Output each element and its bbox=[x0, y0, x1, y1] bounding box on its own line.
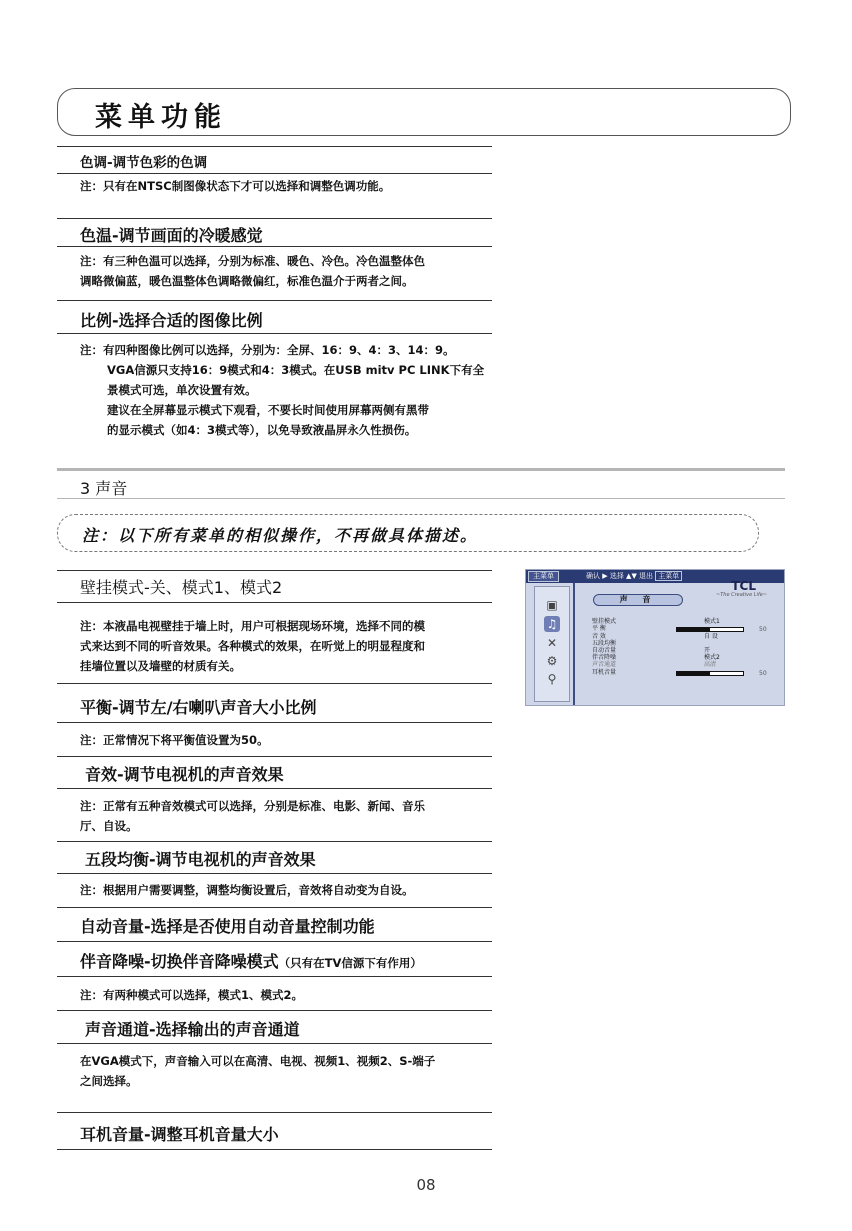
heading-hue: 色调-调节色彩的色调 bbox=[80, 155, 208, 171]
divider bbox=[57, 602, 492, 603]
page-title: 菜单功能 bbox=[95, 102, 227, 133]
note-balance: 注：正常情况下将平衡值设置为50。 bbox=[80, 733, 269, 747]
picture-icon: ▣ bbox=[546, 598, 558, 612]
divider bbox=[57, 756, 492, 757]
note-aspect: 注：有四种图像比例可以选择，分别为：全屏、16：9、4：3、14：9。 VGA信源只支持16：9模式和4：3模式。在USB mitv PC LINK下有全 景模式可选，单次设置有效。 建议在全屏幕显示模式下观看，不要长时间使用屏幕两侧有黑带 的显示模式（如4：3模式等），以免导致液晶屏永久性损伤。 bbox=[80, 343, 485, 437]
section-note: 注：以下所有菜单的相似操作，不再做具体描述。 bbox=[82, 526, 479, 545]
osd-row-value: 自 设 bbox=[704, 633, 718, 640]
divider bbox=[57, 1043, 492, 1044]
osd-row-label: 壁挂模式 bbox=[592, 618, 617, 625]
osd-balance-slider bbox=[676, 627, 744, 632]
sound-icon: ♫ bbox=[544, 616, 560, 632]
osd-main-menu-label: 主菜单 bbox=[528, 571, 559, 582]
osd-row-label: 耳机音量 bbox=[592, 669, 617, 676]
search-icon: ⚲ bbox=[547, 672, 557, 686]
osd-row-number: 50 bbox=[759, 626, 767, 633]
heading-wall-mode: 壁挂模式-关、模式1、模式2 bbox=[80, 578, 283, 597]
heading-noise-reduction: 伴音降噪-切换伴音降噪模式（只有在TV信源下有作用） bbox=[80, 952, 422, 971]
setup-icon: ⚙ bbox=[546, 654, 558, 668]
osd-row-label: 伴音降噪 bbox=[592, 654, 617, 661]
osd-row-number: 50 bbox=[759, 670, 767, 677]
osd-row-label: 平 衡 bbox=[592, 625, 606, 632]
tcl-tagline: ~The Creative Life~ bbox=[716, 592, 767, 598]
tcl-logo: TCL bbox=[731, 579, 756, 593]
divider bbox=[57, 300, 492, 301]
divider bbox=[57, 1149, 492, 1150]
note-color-temp: 注：有三种色温可以选择，分别为标准、暖色、冷色。冷色温整体色 调略微偏蓝，暖色温整体色调略微偏红，标准色温介于两者之间。 bbox=[80, 254, 425, 288]
divider bbox=[57, 246, 492, 247]
osd-row-label: 自动音量 bbox=[592, 647, 617, 654]
divider bbox=[57, 873, 492, 874]
note-wall-mode: 注：本液晶电视壁挂于墙上时，用户可根据现场环境，选择不同的模 式来达到不同的听音效果。各种模式的效果，在听觉上的明显程度和 挂墙位置以及墙壁的材质有关。 bbox=[80, 619, 425, 673]
divider bbox=[57, 722, 492, 723]
divider bbox=[57, 218, 492, 219]
heading-sound-channel: 声音通道-选择输出的声音通道 bbox=[85, 1020, 300, 1039]
note-equalizer: 注：根据用户需要调整，调整均衡设置后，音效将自动变为自设。 bbox=[80, 883, 414, 897]
tv-osd-sound-menu bbox=[525, 569, 785, 706]
note-sound-effect: 注：正常有五种音效模式可以选择，分别是标准、电影、新闻、音乐 厅、自设。 bbox=[80, 799, 425, 833]
heading-headphone-volume: 耳机音量-调整耳机音量大小 bbox=[80, 1125, 279, 1144]
osd-row-value: 高清 bbox=[704, 661, 717, 668]
divider bbox=[57, 173, 492, 174]
heading-aspect: 比例-选择合适的图像比例 bbox=[80, 311, 263, 330]
osd-panel-title: 声 音 bbox=[593, 594, 683, 606]
divider bbox=[57, 788, 492, 789]
osd-row-label: 声音通道 bbox=[592, 661, 617, 668]
osd-headphone-slider bbox=[676, 671, 744, 676]
heading-auto-volume: 自动音量-选择是否使用自动音量控制功能 bbox=[80, 917, 375, 936]
divider bbox=[57, 683, 492, 684]
note-sound-channel: 在VGA模式下，声音输入可以在高清、电视、视频1、视频2、S-端子 之间选择。 bbox=[80, 1054, 436, 1088]
section-bar bbox=[57, 468, 785, 471]
osd-row-value: 开 bbox=[704, 647, 711, 654]
note-noise-reduction: 注：有两种模式可以选择，模式1、模式2。 bbox=[80, 988, 304, 1002]
section-title: 3 声音 bbox=[80, 479, 128, 498]
heading-equalizer: 五段均衡-调节电视机的声音效果 bbox=[85, 850, 316, 869]
osd-row-value: 模式2 bbox=[704, 654, 720, 661]
divider bbox=[57, 146, 492, 147]
divider bbox=[57, 1010, 492, 1011]
osd-row-label: 五段均衡 bbox=[592, 640, 617, 647]
divider bbox=[57, 976, 492, 977]
osd-icon-column bbox=[534, 586, 570, 702]
osd-hint: 确认 ▶ 选择 ▲▼ 退出 主菜单 bbox=[586, 571, 682, 581]
heading-balance: 平衡-调节左/右喇叭声音大小比例 bbox=[80, 698, 317, 717]
heading-color-temp: 色温-调节画面的冷暖感觉 bbox=[80, 226, 263, 245]
divider bbox=[57, 1112, 492, 1113]
section-bar bbox=[57, 498, 785, 499]
divider bbox=[57, 570, 492, 571]
divider bbox=[57, 333, 492, 334]
tools-icon: ✕ bbox=[546, 636, 558, 650]
osd-row-label: 音 效 bbox=[592, 633, 606, 640]
osd-divider bbox=[573, 583, 575, 706]
note-hue: 注：只有在NTSC制图像状态下才可以选择和调整色调功能。 bbox=[80, 179, 391, 193]
divider bbox=[57, 841, 492, 842]
heading-sound-effect: 音效-调节电视机的声音效果 bbox=[85, 765, 284, 784]
divider bbox=[57, 907, 492, 908]
page-number: 08 bbox=[416, 1176, 436, 1194]
divider bbox=[57, 941, 492, 942]
osd-row-value: 模式1 bbox=[704, 618, 720, 625]
